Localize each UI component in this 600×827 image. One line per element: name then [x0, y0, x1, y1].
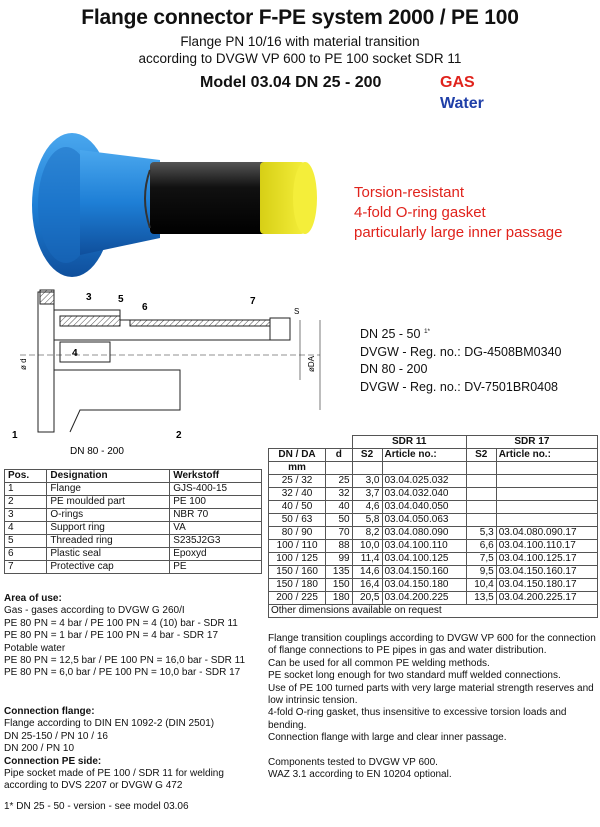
sdr11-header: SDR 11	[352, 436, 466, 449]
table-row: 2 PE moulded part PE 100	[5, 496, 262, 509]
table-row: 25 / 32 25 3,0 03.04.025.032	[269, 475, 598, 488]
size-table	[268, 435, 598, 618]
drawing-label-2: 2	[176, 430, 182, 441]
col-article-sdr11: Article no.:	[382, 449, 466, 462]
table-row: 100 / 110 88 10,0 03.04.100.110 6,6 03.04.100.110.17	[269, 540, 598, 553]
dim-da: øDA	[307, 356, 316, 372]
col-s2-sdr11: S2	[352, 449, 382, 462]
sdr17-header: SDR 17	[466, 436, 597, 449]
water-label: Water	[440, 95, 484, 112]
parts-table	[4, 469, 262, 574]
subtitle-line-2: according to DVGW VP 600 to PE 100 socket SDR 11	[138, 51, 462, 66]
table-row: 150 / 180 150 16,4 03.04.150.180 10,4 03.04.150.180.17	[269, 579, 598, 592]
subtitle-line-1: Flange PN 10/16 with material transition	[180, 34, 420, 49]
spec-reg-small: DVGW - Reg. no.: DG-4508BM0340	[360, 345, 562, 359]
table-row: 32 / 40 32 3,7 03.04.032.040	[269, 488, 598, 501]
table-row: 5 Threaded ring S235J2G3	[5, 535, 262, 548]
footnote: 1* DN 25 - 50 - version - see model 03.06	[4, 800, 189, 812]
size-table-footer: Other dimensions available on request	[269, 605, 598, 618]
model-line: Model 03.04 DN 25 - 200	[200, 74, 382, 91]
spec-reg-large: DVGW - Reg. no.: DV-7501BR0408	[360, 380, 559, 394]
gas-label: GAS	[440, 74, 475, 91]
table-row: 3 O-rings NBR 70	[5, 509, 262, 522]
drawing-label-5: 5	[118, 294, 124, 305]
table-row: 1 Flange GJS-400-15	[5, 483, 262, 496]
drawing-label-3: 3	[86, 292, 92, 303]
table-row: 40 / 50 40 4,6 03.04.040.050	[269, 501, 598, 514]
dim-d: ø d	[19, 358, 28, 370]
connection-info: Connection flange: Flange according to DIN EN 1092-2 (DIN 2501) DN 25-150 / PN 10 / 16 DN 200 / PN 10 Connection PE side: Pipe socket made of PE 100 / SDR 11 for welding according to DVS 2207 or DVGW G 472 1* DN 25 - 50 - version - see model 03.06	[4, 706, 224, 812]
parts-header-material: Werkstoff	[170, 470, 262, 483]
drawing-label-4: 4	[72, 348, 78, 359]
parts-header-pos: Pos.	[5, 470, 47, 483]
technical-drawing	[0, 280, 340, 460]
flange-heading: Connection flange:	[4, 706, 95, 717]
area-of-use: Area of use: Gas - gases according to DVGW G 260/I PE 80 PN = 4 bar / PE 100 PN = 4 (10) bar - SDR 11 PE 80 PN = 1 bar / PE 100 PN = 4 bar - SDR 17 Potable water PE 80 PN = 12,5 bar / PE 100 PN = 16,0 bar - SDR 11 PE 80 PN = 6,0 bar / PE 100 PN = 10,0 bar - SDR 17	[4, 593, 246, 679]
area-heading: Area of use:	[4, 593, 62, 604]
feature-2: 4-fold O-ring gasket	[354, 204, 486, 221]
product-illustration	[20, 110, 350, 280]
col-d: d	[326, 449, 353, 462]
drawing-label-6: 6	[142, 302, 148, 313]
pe-heading: Connection PE side:	[4, 755, 102, 767]
spec-dn-small: DN 25 - 50 $^{1*}$	[360, 327, 431, 341]
col-s2-sdr17: S2	[466, 449, 496, 462]
unit-mm: mm	[269, 462, 326, 475]
table-row: 7 Protective cap PE	[5, 561, 262, 574]
drawing-label-7: 7	[250, 296, 256, 307]
table-row: 50 / 63 50 5,8 03.04.050.063	[269, 514, 598, 527]
feature-1: Torsion-resistant	[354, 184, 465, 201]
table-row: 80 / 90 70 8,2 03.04.080.090 5,3 03.04.080.090.17	[269, 527, 598, 540]
parts-header-designation: Designation	[47, 470, 170, 483]
col-article-sdr17: Article no.:	[496, 449, 597, 462]
dim-s: S	[294, 307, 300, 316]
drawing-label-1: 1	[12, 430, 18, 441]
table-row: 200 / 225 180 20,5 03.04.200.225 13,5 03.04.200.225.17	[269, 592, 598, 605]
feature-3: particularly large inner passage	[354, 224, 563, 241]
spec-dn-large: DN 80 - 200	[360, 362, 428, 376]
page-title: Flange connector F-PE system 2000 / PE 100	[81, 6, 519, 29]
drawing-caption: DN 80 - 200	[70, 446, 124, 457]
table-row: 150 / 160 135 14,6 03.04.150.160 9,5 03.04.150.160.17	[269, 566, 598, 579]
table-row: 6 Plastic seal Epoxyd	[5, 548, 262, 561]
table-row: 100 / 125 99 11,4 03.04.100.125 7,5 03.04.100.125.17	[269, 553, 598, 566]
table-row: 4 Support ring VA	[5, 522, 262, 535]
col-dn-da: DN / DA	[269, 449, 326, 462]
description: Flange transition couplings according to DVGW VP 600 for the connection of flange connections to PE pipes in gas and water distribution. Can be used for all common PE welding methods. PE socket long enough for two standard muff welded connections. Use of PE 100 turned parts with very large material strength reserves and low intrinsic tension. 4-fold O-ring gasket, thus insensitive to excessive torsion loads and bending. Connection flange with large and clear inner passage. Components tested to DVGW VP 600. WAZ 3.1 according to EN 10204 optional.	[268, 633, 596, 781]
